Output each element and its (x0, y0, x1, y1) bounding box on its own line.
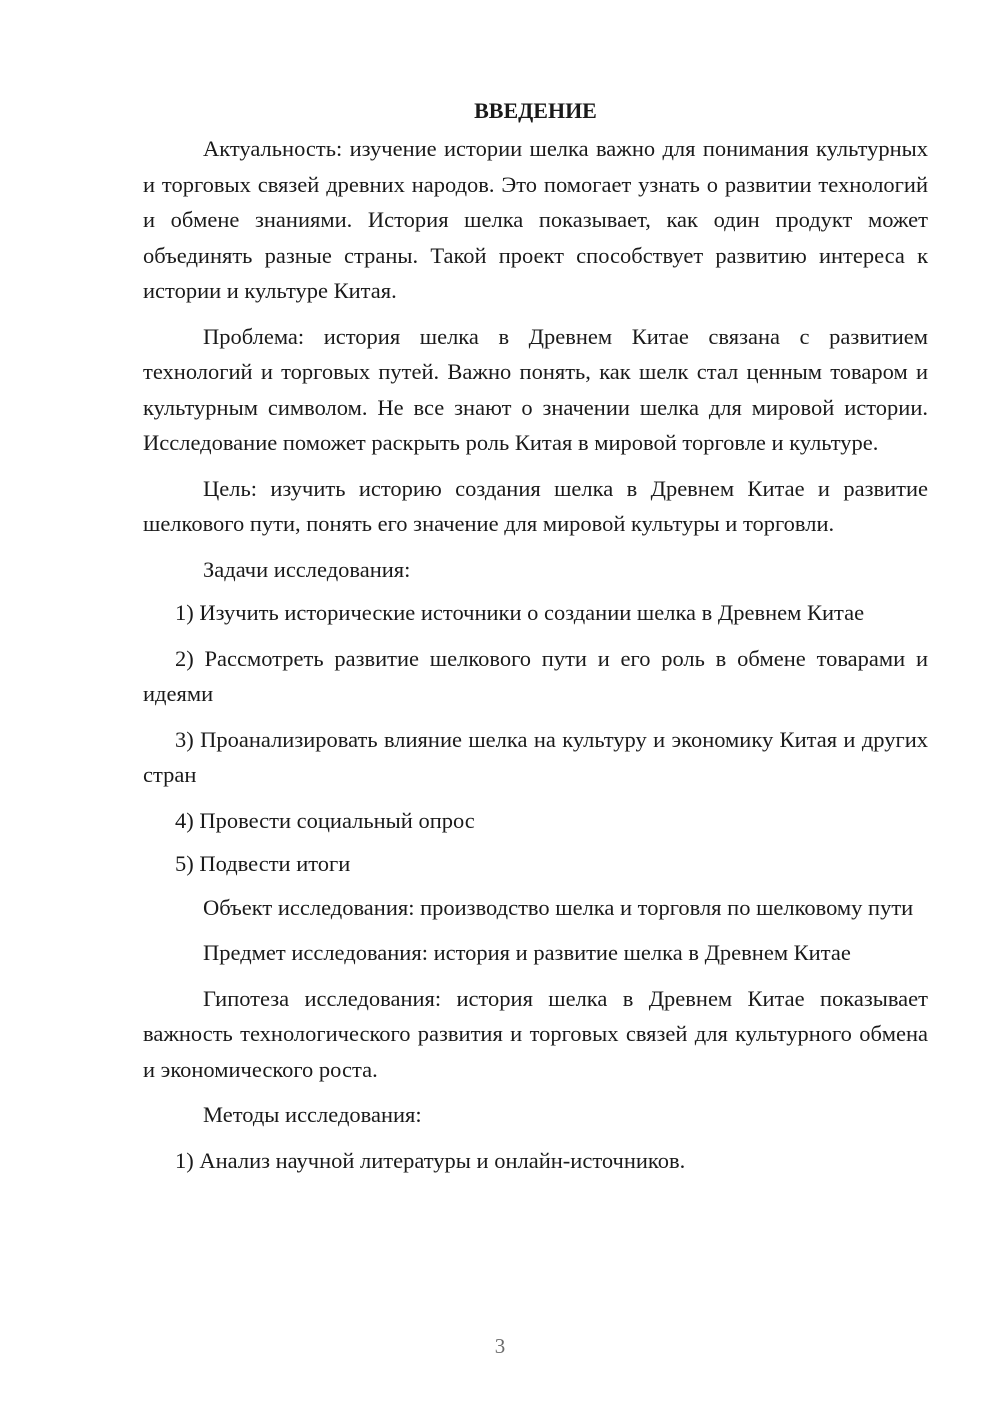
paragraph-problem: Проблема: история шелка в Древнем Китае связана с развитием технологий и торговых путей. Важно понять, как шелк стал ценным товаром и культурным символом. Не все знают о значении шелка для мировой истории. Исследование поможет раскрыть роль Китая в мировой торговле и культуре. (143, 323, 928, 455)
paragraph-goal: Цель: изучить историю создания шелка в Древнем Китае и развитие шелкового пути, понять его значение для мировой культуры и торговли. (143, 475, 928, 536)
list-item-method-1: 1) Анализ научной литературы и онлайн-источников. (175, 1147, 686, 1173)
paragraph-methods-heading: Методы исследования: (203, 1102, 422, 1127)
list-item-task-4: 4) Провести социальный опрос (175, 807, 475, 833)
page-number: 3 (494, 1334, 506, 1358)
paragraph-tasks-heading: Задачи исследования: (203, 556, 411, 582)
paragraph-object: Объект исследования: производство шелка и торговля по шелковому пути (203, 894, 914, 920)
section-title: ВВЕДЕНИЕ (474, 98, 597, 123)
paragraph-subject: Предмет исследования: история и развитие шелка в Древнем Китае (203, 940, 851, 965)
document-page (143, 93, 928, 1188)
paragraph-relevance: Актуальность: изучение истории шелка важно для понимания культурных и торговых связей древних народов. Это помогает узнать о развитии технологий и обмене знаниями. История шелка показывает, как один продукт может объединять разные страны. Такой проект способствует развитию интереса к истории и культуре Китая. (143, 136, 928, 303)
list-item-task-5: 5) Подвести итоги (175, 851, 351, 876)
list-item-task-3: 3) Проанализировать влияние шелка на культуру и экономику Китая и других стран (143, 726, 928, 787)
list-item-task-1: 1) Изучить исторические источники о создании шелка в Древнем Китае (175, 600, 865, 625)
paragraph-hypothesis: Гипотеза исследования: история шелка в Древнем Китае показывает важность технологического развития и торговых связей для культурного обмена и экономического роста. (143, 985, 928, 1082)
list-item-task-2: 2) Рассмотреть развитие шелкового пути и его роль в обмене товарами и идеями (143, 645, 928, 706)
